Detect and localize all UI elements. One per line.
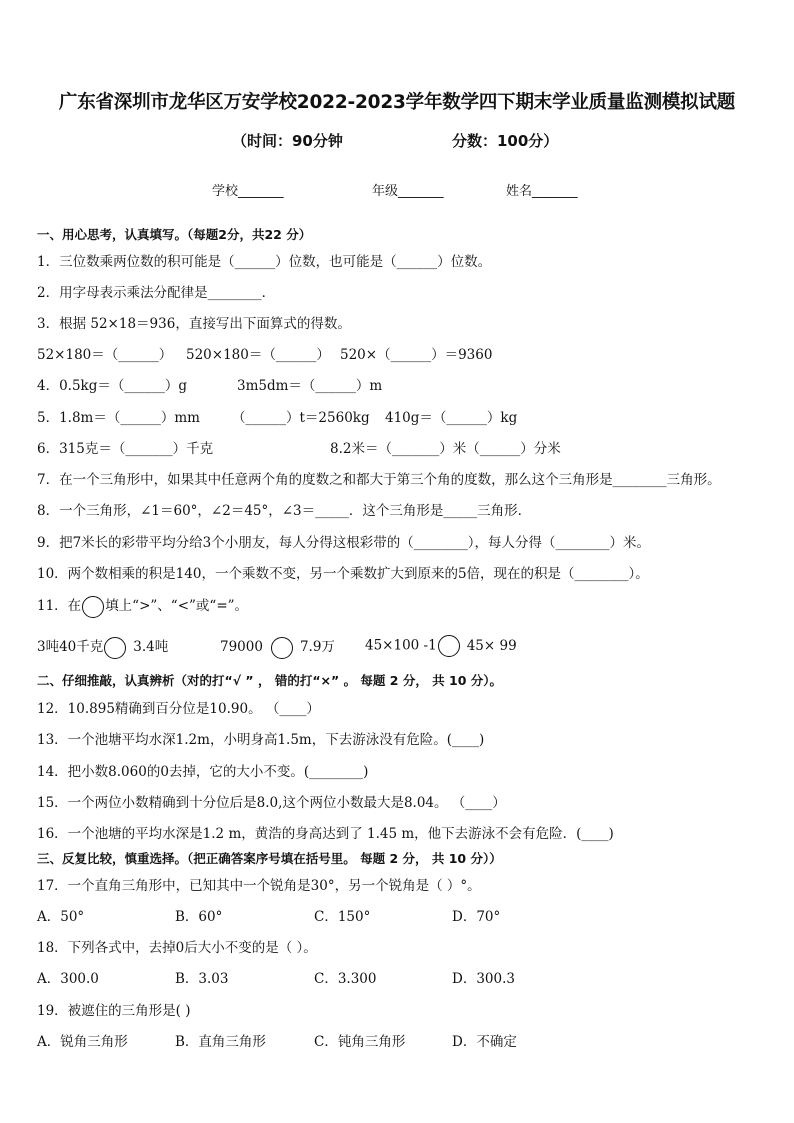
exam-title: 广东省深圳市龙华区万安学校2022-2023学年数学四下期末学业质量监测模拟试题 xyxy=(58,92,736,113)
question-11c-right: 45× 99 xyxy=(466,637,517,654)
section-1-heading: 一、用心思考，认真填写。（每题2分，共22 分） xyxy=(37,227,312,242)
question-11b xyxy=(220,635,335,659)
question-1: 1．三位数乘两位数的积可能是（______）位数，也可能是（______）位数。 xyxy=(37,254,492,270)
compare-circle-icon xyxy=(82,596,104,618)
question-5b: （______）t＝2560kg xyxy=(232,410,370,426)
question-4b: 3m5dm＝（______）m xyxy=(237,378,383,394)
question-6b: 8.2米＝（_______）米（______）分米 xyxy=(330,441,561,457)
compare-circle-icon[interactable] xyxy=(271,637,293,659)
question-6a: 6．315克＝（_______）千克 xyxy=(37,441,214,457)
question-11b-left: 79000 xyxy=(220,639,263,655)
question-9: 9．把7米长的彩带平均分给3个小朋友，每人分得这根彩带的（________），每人分得（________）米。 xyxy=(37,535,651,551)
question-11a-right: 3.4吨 xyxy=(133,639,169,655)
question-19: 19．被遮住的三角形是( ) xyxy=(37,1003,191,1019)
question-11c xyxy=(365,635,517,657)
question-11-suffix: 填上“>”、“<”或“=”。 xyxy=(105,598,249,614)
question-5c: 410g＝（______）kg xyxy=(385,410,518,426)
question-18: 18．下列各式中，去掉0后大小不变的是（ ）。 xyxy=(37,940,317,956)
exam-time: （时间：90分钟 xyxy=(232,132,343,150)
question-3a: 52×180＝（______） xyxy=(37,347,173,363)
question-18-option-c[interactable]: C．3.300 xyxy=(314,971,377,987)
section-3-heading: 三、反复比较，慎重选择。（把正确答案序号填在括号里。 每题 2 分， 共 10 分）） xyxy=(37,851,502,866)
question-2: 2．用字母表示乘法分配律是________． xyxy=(37,285,276,301)
question-19-option-a[interactable]: A．锐角三角形 xyxy=(37,1034,128,1050)
question-19-option-d[interactable]: D．不确定 xyxy=(452,1034,517,1050)
section-2-heading: 二、仔细推敲，认真辨析（对的打“√ ” ， 错的打“×” 。 每题 2 分， 共 10 分）。 xyxy=(37,673,503,688)
question-11-prefix: 11．在 xyxy=(37,598,82,614)
question-3c: 520×（______）＝9360 xyxy=(340,347,493,363)
question-13: 13．一个池塘平均水深1.2m，小明身高1.5m，下去游泳没有危险。(____) xyxy=(37,732,485,748)
grade-field: 年级_______ xyxy=(372,184,444,199)
question-11c-left: 45×100 -1 xyxy=(365,637,437,654)
question-11 xyxy=(37,594,248,618)
question-5a: 5．1.8m＝（______）mm xyxy=(37,410,200,426)
question-16: 16．一个池塘的平均水深是1.2 m，黄浩的身高达到了 1.45 m，他下去游泳不会有危险．(____) xyxy=(37,826,614,842)
question-11b-right: 7.9万 xyxy=(299,639,335,655)
question-18-option-b[interactable]: B．3.03 xyxy=(175,971,229,987)
question-19-option-c[interactable]: C．钝角三角形 xyxy=(314,1034,406,1050)
question-3: 3．根据 52×18＝936，直接写出下面算式的得数。 xyxy=(37,316,351,332)
question-11a xyxy=(37,635,168,659)
question-17-option-b[interactable]: B．60° xyxy=(175,909,223,925)
question-3b: 520×180＝（______） xyxy=(186,347,330,363)
question-8: 8．一个三角形，∠1＝60°，∠2＝45°，∠3＝_____．这个三角形是_____三角形． xyxy=(37,503,532,519)
question-17-option-a[interactable]: A．50° xyxy=(37,909,85,925)
question-4a: 4．0.5kg＝（______）g xyxy=(37,378,188,394)
question-17-option-c[interactable]: C．150° xyxy=(314,909,371,925)
question-10: 10．两个数相乘的积是140，一个乘数不变，另一个乘数扩大到原来的5倍，现在的积是（________）。 xyxy=(37,566,649,582)
question-17-option-d[interactable]: D．70° xyxy=(452,909,501,925)
question-7: 7．在一个三角形中，如果其中任意两个角的度数之和都大于第三个角的度数，那么这个三角形是________三角形。 xyxy=(37,472,721,488)
question-18-option-d[interactable]: D．300.3 xyxy=(452,971,515,987)
question-14: 14．把小数8.060的0去掉，它的大小不变。(________) xyxy=(37,764,369,780)
school-field: 学校_______ xyxy=(212,184,284,199)
question-17: 17．一个直角三角形中，已知其中一个锐角是30°，另一个锐角是（ ）°。 xyxy=(37,878,481,894)
compare-circle-icon[interactable] xyxy=(438,635,460,657)
name-field: 姓名_______ xyxy=(506,184,578,199)
compare-circle-icon[interactable] xyxy=(104,637,126,659)
question-11a-left: 3吨40千克 xyxy=(37,639,104,655)
question-12: 12．10.895精确到百分位是10.90。 （____） xyxy=(37,701,320,717)
question-19-option-b[interactable]: B．直角三角形 xyxy=(175,1034,266,1050)
question-18-option-a[interactable]: A．300.0 xyxy=(37,971,99,987)
exam-score: 分数：100分） xyxy=(452,132,559,150)
question-15: 15．一个两位小数精确到十分位后是8.0,这个两位小数最大是8.04。 （____） xyxy=(37,795,506,811)
